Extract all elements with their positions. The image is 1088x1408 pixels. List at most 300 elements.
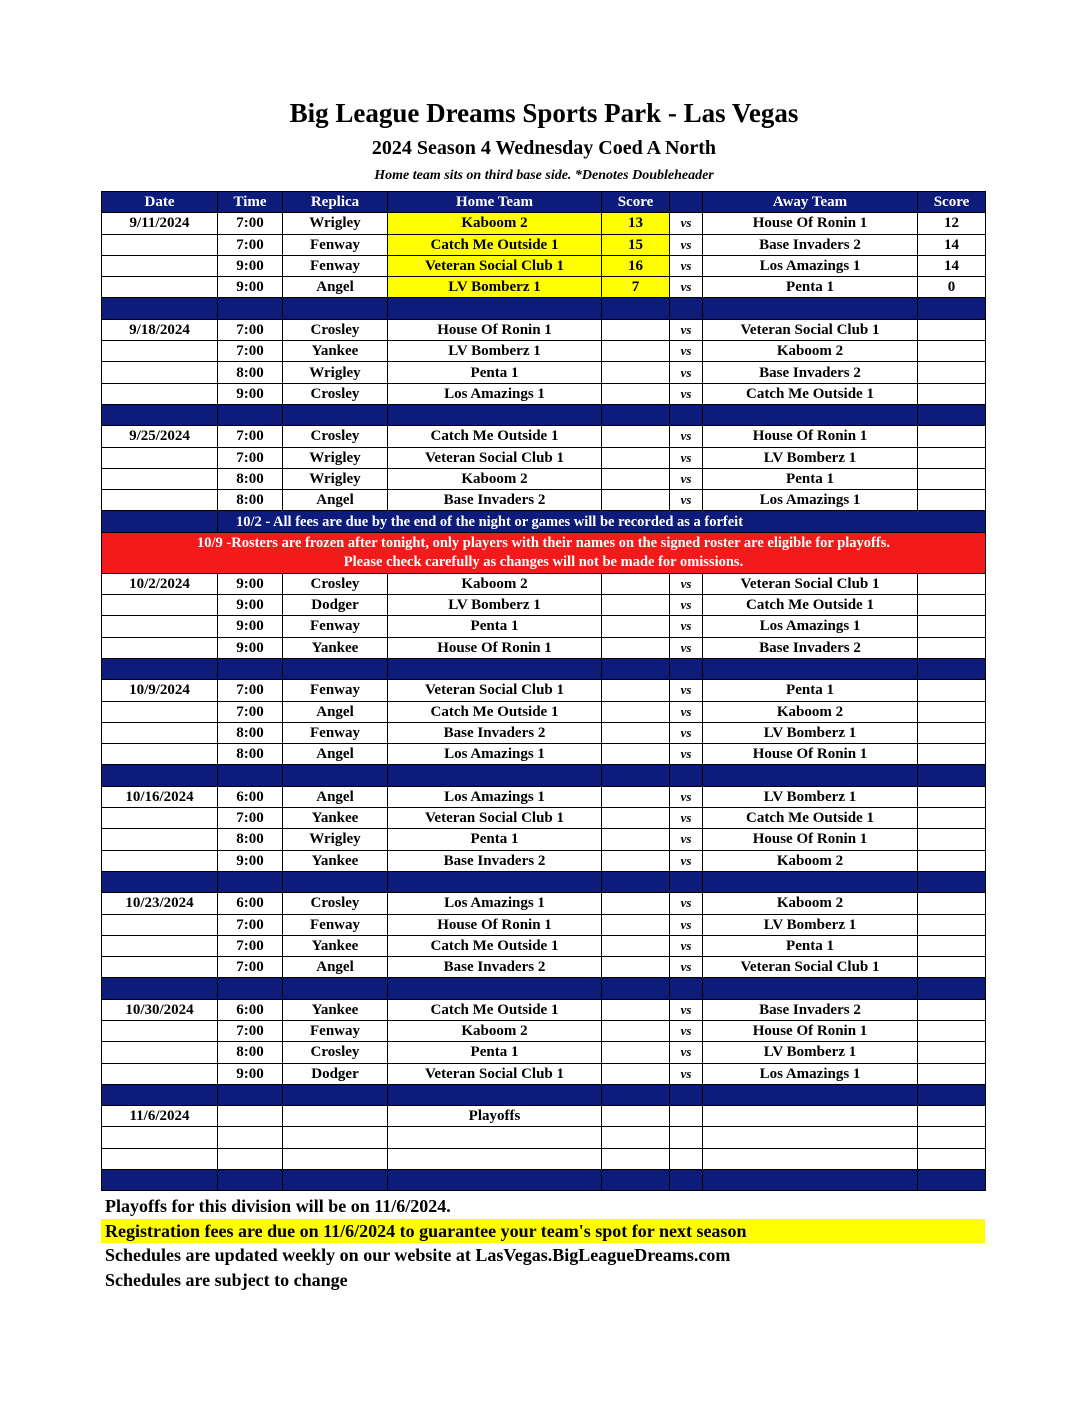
game-time: 9:00 [218, 573, 283, 594]
separator-row [102, 1170, 986, 1191]
vs-label: vs [670, 808, 703, 829]
separator-cell [918, 1084, 986, 1105]
home-team: Catch Me Outside 1 [388, 426, 602, 447]
game-time: 9:00 [218, 637, 283, 658]
away-team: Penta 1 [703, 935, 918, 956]
empty-cell [918, 1127, 986, 1148]
game-replica: Crosley [283, 893, 388, 914]
home-score [602, 744, 670, 765]
away-team: LV Bomberz 1 [703, 786, 918, 807]
separator-cell [388, 765, 602, 786]
game-time: 6:00 [218, 999, 283, 1020]
away-score [918, 957, 986, 978]
game-date: 9/25/2024 [102, 426, 218, 447]
away-team: Kaboom 2 [703, 850, 918, 871]
game-row [102, 468, 986, 489]
game-time: 9:00 [218, 255, 283, 276]
home-team: Kaboom 2 [388, 468, 602, 489]
home-score: 15 [602, 234, 670, 255]
separator-cell [918, 978, 986, 999]
separator-cell [670, 871, 703, 892]
vs-label: vs [670, 277, 703, 298]
separator-cell [670, 298, 703, 319]
home-team: Penta 1 [388, 616, 602, 637]
away-team: Catch Me Outside 1 [703, 383, 918, 404]
game-replica: Wrigley [283, 468, 388, 489]
game-replica: Crosley [283, 319, 388, 340]
game-replica: Wrigley [283, 362, 388, 383]
home-team: Los Amazings 1 [388, 893, 602, 914]
away-team: House Of Ronin 1 [703, 744, 918, 765]
vs-label: vs [670, 255, 703, 276]
separator-cell [602, 765, 670, 786]
game-replica: Crosley [283, 1042, 388, 1063]
game-date [102, 808, 218, 829]
game-time: 8:00 [218, 744, 283, 765]
away-score [918, 362, 986, 383]
away-score [918, 701, 986, 722]
game-date [102, 637, 218, 658]
separator-row [102, 765, 986, 786]
away-team: Kaboom 2 [703, 893, 918, 914]
vs-label: vs [670, 637, 703, 658]
game-date: 10/2/2024 [102, 573, 218, 594]
vs-label: vs [670, 447, 703, 468]
separator-cell [703, 978, 918, 999]
separator-row [102, 658, 986, 679]
separator-cell [670, 765, 703, 786]
vs-label: vs [670, 595, 703, 616]
home-score [602, 1063, 670, 1084]
playoffs-date: 11/6/2024 [102, 1106, 218, 1127]
separator-row [102, 978, 986, 999]
game-row [102, 1042, 986, 1063]
separator-cell [670, 1084, 703, 1105]
separator-cell [102, 1170, 218, 1191]
empty-cell [218, 1127, 283, 1148]
vs-label: vs [670, 341, 703, 362]
empty-cell [283, 1148, 388, 1169]
empty-row [102, 1148, 986, 1169]
game-row [102, 786, 986, 807]
separator-cell [102, 978, 218, 999]
game-replica: Fenway [283, 616, 388, 637]
footer-registration-note: Registration fees are due on 11/6/2024 to guarantee your team's spot for next season [101, 1219, 985, 1243]
col-header-away-team: Away Team [703, 192, 918, 213]
col-header-time: Time [218, 192, 283, 213]
away-team: House Of Ronin 1 [703, 1020, 918, 1041]
game-row [102, 362, 986, 383]
game-row [102, 490, 986, 511]
home-score [602, 829, 670, 850]
game-replica: Fenway [283, 1020, 388, 1041]
home-team: Los Amazings 1 [388, 786, 602, 807]
roster-notice [102, 532, 986, 573]
game-row [102, 1020, 986, 1041]
away-score: 0 [918, 277, 986, 298]
away-score [918, 850, 986, 871]
game-date [102, 616, 218, 637]
home-score [602, 616, 670, 637]
away-score [918, 680, 986, 701]
page-subtitle: 2024 Season 4 Wednesday Coed A North [371, 137, 717, 159]
col-header-date: Date [102, 192, 218, 213]
away-score [918, 1020, 986, 1041]
game-replica: Angel [283, 490, 388, 511]
game-row [102, 255, 986, 276]
away-score [918, 616, 986, 637]
separator-cell [918, 298, 986, 319]
away-score [918, 447, 986, 468]
home-team: Catch Me Outside 1 [388, 234, 602, 255]
empty-cell [388, 1127, 602, 1148]
game-date [102, 383, 218, 404]
game-date [102, 914, 218, 935]
game-date: 9/11/2024 [102, 213, 218, 234]
vs-label: vs [670, 999, 703, 1020]
away-team: Kaboom 2 [703, 341, 918, 362]
separator-cell [918, 871, 986, 892]
separator-cell [102, 871, 218, 892]
roster-notice-line-2: Please check carefully as changes will not be made for omissions. [343, 553, 744, 570]
separator-cell [102, 298, 218, 319]
away-team: House Of Ronin 1 [703, 426, 918, 447]
game-replica: Crosley [283, 383, 388, 404]
game-time: 7:00 [218, 341, 283, 362]
home-score [602, 341, 670, 362]
game-time: 7:00 [218, 234, 283, 255]
away-score: 14 [918, 234, 986, 255]
game-time: 7:00 [218, 914, 283, 935]
separator-cell [670, 658, 703, 679]
footer-website-note: Schedules are updated weekly on our website at LasVegas.BigLeagueDreams.com [105, 1245, 731, 1265]
away-team: Veteran Social Club 1 [703, 573, 918, 594]
game-row [102, 935, 986, 956]
away-team: Los Amazings 1 [703, 255, 918, 276]
separator-cell [283, 978, 388, 999]
empty-cell [703, 1127, 918, 1148]
separator-cell [218, 298, 283, 319]
game-date: 10/16/2024 [102, 786, 218, 807]
away-team: Kaboom 2 [703, 701, 918, 722]
separator-cell [703, 871, 918, 892]
empty-cell [703, 1148, 918, 1169]
vs-label: vs [670, 362, 703, 383]
game-time: 9:00 [218, 1063, 283, 1084]
separator-cell [218, 978, 283, 999]
away-score [918, 914, 986, 935]
game-date [102, 744, 218, 765]
game-row [102, 213, 986, 234]
home-score [602, 957, 670, 978]
separator-cell [218, 1170, 283, 1191]
home-score [602, 786, 670, 807]
separator-cell [602, 658, 670, 679]
separator-cell [388, 404, 602, 425]
game-time: 7:00 [218, 957, 283, 978]
game-date [102, 722, 218, 743]
vs-label: vs [670, 1063, 703, 1084]
away-score [918, 341, 986, 362]
away-team: Catch Me Outside 1 [703, 595, 918, 616]
game-date [102, 701, 218, 722]
separator-cell [918, 765, 986, 786]
schedule-note: Home team sits on third base side. *Denotes Doubleheader [374, 168, 714, 183]
away-team: Penta 1 [703, 468, 918, 489]
away-score [918, 935, 986, 956]
game-replica: Fenway [283, 680, 388, 701]
vs-label: vs [670, 680, 703, 701]
home-score [602, 1020, 670, 1041]
game-replica: Angel [283, 701, 388, 722]
separator-cell [703, 404, 918, 425]
game-date [102, 595, 218, 616]
home-score [602, 595, 670, 616]
separator-cell [218, 1084, 283, 1105]
vs-label: vs [670, 383, 703, 404]
game-replica: Fenway [283, 722, 388, 743]
game-time: 9:00 [218, 850, 283, 871]
separator-cell [283, 298, 388, 319]
separator-cell [703, 1170, 918, 1191]
game-date [102, 1063, 218, 1084]
away-score: 14 [918, 255, 986, 276]
fee-notice: 10/2 - All fees are due by the end of the night or games will be recorded as a forfeit [218, 511, 986, 532]
away-team: Base Invaders 2 [703, 999, 918, 1020]
away-score [918, 1063, 986, 1084]
away-team: LV Bomberz 1 [703, 1042, 918, 1063]
away-score [918, 829, 986, 850]
home-score [602, 999, 670, 1020]
game-time: 8:00 [218, 829, 283, 850]
empty-cell [918, 1148, 986, 1169]
away-score [918, 786, 986, 807]
home-score [602, 935, 670, 956]
game-replica: Fenway [283, 234, 388, 255]
game-row [102, 383, 986, 404]
col-header-replica: Replica [283, 192, 388, 213]
vs-label: vs [670, 914, 703, 935]
home-team: Base Invaders 2 [388, 490, 602, 511]
game-row [102, 447, 986, 468]
separator-cell [602, 404, 670, 425]
separator-cell [602, 871, 670, 892]
away-team: Base Invaders 2 [703, 362, 918, 383]
game-row [102, 1063, 986, 1084]
game-row [102, 616, 986, 637]
game-date [102, 234, 218, 255]
separator-cell [703, 1084, 918, 1105]
separator-cell [102, 1084, 218, 1105]
vs-label: vs [670, 850, 703, 871]
game-date [102, 447, 218, 468]
vs-label: vs [670, 468, 703, 489]
game-time: 9:00 [218, 595, 283, 616]
col-header-away-score: Score [918, 192, 986, 213]
separator-cell [283, 1084, 388, 1105]
game-time: 8:00 [218, 1042, 283, 1063]
game-time: 7:00 [218, 701, 283, 722]
roster-notice-row [102, 532, 986, 573]
empty-cell [670, 1148, 703, 1169]
separator-cell [218, 871, 283, 892]
vs-label: vs [670, 426, 703, 447]
game-date [102, 468, 218, 489]
away-team: Catch Me Outside 1 [703, 808, 918, 829]
vs-label: vs [670, 234, 703, 255]
empty-cell [602, 1106, 670, 1127]
home-score [602, 447, 670, 468]
home-team: Veteran Social Club 1 [388, 680, 602, 701]
game-time: 8:00 [218, 362, 283, 383]
away-team: Base Invaders 2 [703, 637, 918, 658]
home-team: Kaboom 2 [388, 1020, 602, 1041]
separator-cell [102, 765, 218, 786]
col-header-vs [670, 192, 703, 213]
home-score [602, 893, 670, 914]
game-replica: Fenway [283, 255, 388, 276]
game-time: 7:00 [218, 213, 283, 234]
game-row [102, 808, 986, 829]
vs-label: vs [670, 213, 703, 234]
vs-label: vs [670, 573, 703, 594]
game-replica: Yankee [283, 999, 388, 1020]
vs-label: vs [670, 829, 703, 850]
vs-label: vs [670, 786, 703, 807]
away-team: Veteran Social Club 1 [703, 957, 918, 978]
home-score [602, 362, 670, 383]
home-score [602, 319, 670, 340]
separator-cell [703, 298, 918, 319]
away-team: LV Bomberz 1 [703, 447, 918, 468]
separator-cell [602, 298, 670, 319]
game-replica: Yankee [283, 637, 388, 658]
away-team: Los Amazings 1 [703, 1063, 918, 1084]
game-row [102, 426, 986, 447]
separator-cell [102, 511, 218, 532]
home-team: Los Amazings 1 [388, 383, 602, 404]
game-row [102, 234, 986, 255]
separator-cell [388, 871, 602, 892]
game-replica: Angel [283, 957, 388, 978]
game-replica: Angel [283, 277, 388, 298]
game-date [102, 957, 218, 978]
game-time: 9:00 [218, 383, 283, 404]
home-team: Catch Me Outside 1 [388, 701, 602, 722]
game-replica: Wrigley [283, 213, 388, 234]
home-team: House Of Ronin 1 [388, 914, 602, 935]
empty-cell [670, 1106, 703, 1127]
game-row [102, 277, 986, 298]
col-header-home-score: Score [602, 192, 670, 213]
away-score [918, 637, 986, 658]
home-score [602, 850, 670, 871]
game-date: 9/18/2024 [102, 319, 218, 340]
col-header-home-team: Home Team [388, 192, 602, 213]
away-score [918, 468, 986, 489]
separator-cell [102, 404, 218, 425]
playoffs-label: Playoffs [388, 1106, 602, 1127]
game-date [102, 935, 218, 956]
separator-cell [283, 871, 388, 892]
away-team: Los Amazings 1 [703, 616, 918, 637]
away-team: Penta 1 [703, 680, 918, 701]
home-score [602, 1042, 670, 1063]
vs-label: vs [670, 1020, 703, 1041]
home-team: Veteran Social Club 1 [388, 447, 602, 468]
home-score [602, 468, 670, 489]
game-time: 6:00 [218, 893, 283, 914]
separator-cell [918, 1170, 986, 1191]
game-time: 9:00 [218, 277, 283, 298]
game-date: 10/23/2024 [102, 893, 218, 914]
schedule-table [101, 191, 986, 1191]
vs-label: vs [670, 490, 703, 511]
game-replica: Wrigley [283, 829, 388, 850]
separator-cell [283, 404, 388, 425]
game-time: 9:00 [218, 616, 283, 637]
game-replica: Yankee [283, 850, 388, 871]
game-replica: Wrigley [283, 447, 388, 468]
vs-label: vs [670, 744, 703, 765]
separator-cell [102, 658, 218, 679]
vs-label: vs [670, 701, 703, 722]
home-team: Penta 1 [388, 829, 602, 850]
home-team: Base Invaders 2 [388, 722, 602, 743]
game-date [102, 850, 218, 871]
away-team: House Of Ronin 1 [703, 213, 918, 234]
vs-label: vs [670, 722, 703, 743]
home-team: LV Bomberz 1 [388, 595, 602, 616]
separator-row [102, 404, 986, 425]
home-team: House Of Ronin 1 [388, 637, 602, 658]
separator-cell [602, 1084, 670, 1105]
table-header-row [102, 192, 986, 213]
footer-playoffs-note: Playoffs for this division will be on 11/6/2024. [105, 1196, 451, 1216]
game-time: 7:00 [218, 935, 283, 956]
separator-cell [388, 978, 602, 999]
game-time: 7:00 [218, 447, 283, 468]
home-team: Los Amazings 1 [388, 744, 602, 765]
game-row [102, 914, 986, 935]
separator-cell [918, 404, 986, 425]
home-score [602, 426, 670, 447]
away-score [918, 595, 986, 616]
away-team: LV Bomberz 1 [703, 722, 918, 743]
game-time: 8:00 [218, 722, 283, 743]
separator-cell [670, 978, 703, 999]
playoffs-row [102, 1106, 986, 1127]
away-score [918, 808, 986, 829]
game-date [102, 1020, 218, 1041]
away-team: Penta 1 [703, 277, 918, 298]
empty-cell [918, 1106, 986, 1127]
empty-cell [703, 1106, 918, 1127]
separator-row [102, 871, 986, 892]
vs-label: vs [670, 1042, 703, 1063]
game-time: 7:00 [218, 680, 283, 701]
separator-cell [388, 1170, 602, 1191]
separator-cell [703, 765, 918, 786]
game-date [102, 362, 218, 383]
footer-change-note: Schedules are subject to change [105, 1270, 348, 1290]
home-team: Veteran Social Club 1 [388, 255, 602, 276]
home-team: LV Bomberz 1 [388, 277, 602, 298]
away-team: House Of Ronin 1 [703, 829, 918, 850]
home-score [602, 914, 670, 935]
game-replica: Yankee [283, 808, 388, 829]
home-team: Base Invaders 2 [388, 957, 602, 978]
